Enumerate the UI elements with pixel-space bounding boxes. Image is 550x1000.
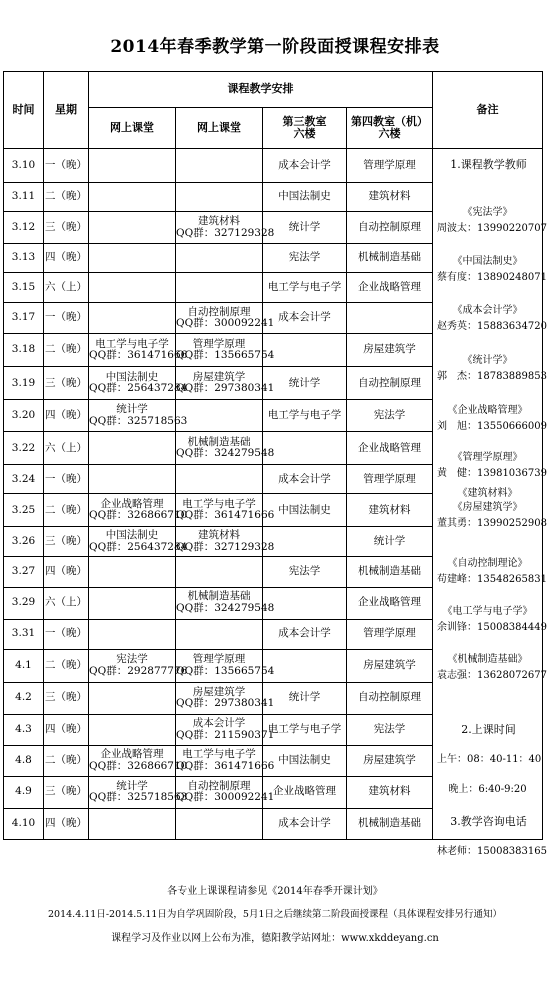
online-class-1-cell (89, 714, 176, 745)
online-class-2-cell (176, 494, 275, 527)
header-notes: 备注 (433, 72, 543, 149)
date-cell: 3.31 (4, 619, 44, 649)
teacher-course: 《建筑材料》 (457, 488, 518, 499)
course-name: 电工学与电子学 (95, 337, 169, 350)
course-name: 中国法制史 (105, 370, 159, 383)
room-4-cell: 统计学 (347, 527, 433, 557)
online-class-2-cell (176, 303, 275, 334)
teacher-course: 《企业战略管理》 (447, 405, 528, 416)
online-class-1-cell (89, 808, 176, 839)
notes-section-consult: 3.教学咨询电话 (450, 815, 527, 828)
room-3-cell: 中国法制史 (263, 745, 347, 776)
weekday-cell: 一（晚） (44, 149, 89, 183)
date-cell: 3.13 (4, 244, 44, 273)
online-class-2-cell (176, 527, 275, 557)
qq-group: QQ群：135665754 (176, 349, 275, 362)
footer-line-1: 各专业上课课程请参见《2014年春季开课计划》 (167, 886, 383, 897)
course-name: 电工学与电子学 (182, 497, 256, 510)
weekday-cell: 二（晚） (44, 649, 89, 682)
header-course-arrangement: 课程教学安排 (89, 72, 433, 108)
weekday-cell: 六（上） (44, 273, 89, 303)
weekday-cell: 一（晚） (44, 303, 89, 334)
online-class-1-cell (89, 432, 176, 465)
date-cell: 3.11 (4, 183, 44, 212)
weekday-cell: 六（上） (44, 432, 89, 465)
online-class-2-cell (176, 557, 263, 587)
online-class-1-cell (89, 244, 176, 273)
online-class-2-cell (176, 776, 275, 808)
online-class-2-cell (176, 334, 275, 367)
header-time: 时间 (4, 72, 44, 149)
online-class-1-cell (89, 587, 176, 619)
room-4-cell: 自动控制原理 (347, 212, 433, 244)
room-3-cell (263, 587, 347, 619)
qq-group: QQ群：292877776 (89, 664, 188, 677)
room-4-cell: 宪法学 (347, 400, 433, 432)
course-name: 房屋建筑学 (192, 370, 246, 383)
teacher-contact: 袁志强：13628072677 (437, 670, 547, 681)
date-cell: 3.19 (4, 367, 44, 400)
room-4-cell: 自动控制原理 (347, 367, 433, 400)
weekday-cell: 二（晚） (44, 334, 89, 367)
weekday-cell: 三（晚） (44, 367, 89, 400)
date-cell: 3.24 (4, 465, 44, 494)
date-cell: 3.27 (4, 557, 44, 587)
weekday-cell: 四（晚） (44, 400, 89, 432)
course-name: 成本会计学 (192, 717, 246, 730)
online-class-1-cell (89, 494, 188, 527)
room-3-cell: 中国法制史 (263, 183, 347, 212)
weekday-cell: 一（晚） (44, 619, 89, 649)
online-class-2-cell (176, 714, 275, 745)
qq-group: QQ群：324279548 (176, 447, 275, 460)
course-name: 企业战略管理 (100, 497, 164, 510)
qq-group: QQ群：325718563 (89, 791, 188, 804)
course-name: 机械制造基础 (187, 590, 251, 603)
course-name: 统计学 (116, 403, 148, 416)
online-class-1-cell (89, 619, 176, 649)
qq-group: QQ群：300092241 (176, 317, 275, 330)
online-class-2-cell (176, 649, 275, 682)
room-4-cell: 企业战略管理 (347, 587, 433, 619)
online-class-1-cell (89, 557, 176, 587)
online-class-1-cell (89, 183, 176, 212)
online-class-2-cell (176, 367, 275, 400)
course-name: 机械制造基础 (187, 435, 251, 448)
online-class-2-cell (176, 273, 263, 303)
qq-group: QQ群：297380341 (176, 697, 275, 710)
qq-group: QQ群：324279548 (176, 602, 275, 615)
room-4-cell: 建筑材料 (347, 494, 433, 527)
date-cell: 3.26 (4, 527, 44, 557)
course-name: 管理学原理 (192, 653, 246, 666)
weekday-cell: 六（上） (44, 587, 89, 619)
online-class-2-cell (176, 149, 263, 183)
teacher-contact: 黄 健：13981036739 (437, 468, 547, 479)
room-3-cell (263, 432, 347, 465)
room-4-cell: 管理学原理 (347, 619, 433, 649)
online-class-2-cell (176, 212, 275, 244)
qq-group: QQ群：361471666 (176, 759, 275, 772)
online-class-1-cell (89, 400, 188, 432)
qq-group: QQ群：211590371 (176, 728, 275, 741)
date-cell: 4.10 (4, 808, 44, 839)
room-3-cell: 统计学 (263, 212, 347, 244)
teacher-course: 《房屋建筑学》 (452, 502, 523, 513)
date-cell: 3.22 (4, 432, 44, 465)
date-cell: 3.18 (4, 334, 44, 367)
qq-group: QQ群：326866710 (89, 509, 188, 522)
room-3-cell: 统计学 (263, 367, 347, 400)
qq-group: QQ群：256437284 (89, 540, 188, 553)
room-3-cell: 中国法制史 (263, 494, 347, 527)
weekday-cell: 四（晚） (44, 557, 89, 587)
online-class-2-cell (176, 587, 275, 619)
course-name: 自动控制原理 (187, 779, 251, 792)
date-cell: 3.25 (4, 494, 44, 527)
online-class-1-cell (89, 149, 176, 183)
room-3-cell (263, 334, 347, 367)
room-4-cell: 机械制造基础 (347, 808, 433, 839)
footer-line-2: 2014.4.11日-2014.5.11日为自学巩固阶段，5月1日之后继续第二阶段面授课程（具体课程安排另行通知） (48, 909, 502, 920)
qq-group: QQ群：361471666 (89, 349, 188, 362)
online-class-1-cell (89, 273, 176, 303)
qq-group: QQ群：326866710 (89, 759, 188, 772)
weekday-cell: 四（晚） (44, 244, 89, 273)
date-cell: 4.3 (4, 714, 44, 745)
weekday-cell: 一（晚） (44, 465, 89, 494)
date-cell: 4.1 (4, 649, 44, 682)
teacher-contact: 余训锋：15008384449 (437, 622, 547, 633)
room-3-cell: 电工学与电子学 (263, 400, 347, 432)
room-3-cell: 企业战略管理 (263, 776, 347, 808)
date-cell: 4.2 (4, 682, 44, 714)
weekday-cell: 二（晚） (44, 745, 89, 776)
room-4-cell: 宪法学 (347, 714, 433, 745)
room-3-cell: 统计学 (263, 682, 347, 714)
teacher-contact: 董其勇：13990252908 (437, 518, 547, 529)
room-3-cell: 成本会计学 (263, 808, 347, 839)
room-4-cell: 企业战略管理 (347, 273, 433, 303)
room-3-cell: 电工学与电子学 (263, 273, 347, 303)
teacher-contact: 郭 杰：18783889853 (437, 371, 547, 382)
footer-line-3: 课程学习及作业以网上公布为准，德阳教学站网址：www.xkddeyang.cn (111, 933, 439, 944)
online-class-1-cell (89, 334, 188, 367)
online-class-2-cell (176, 183, 263, 212)
header-online-2: 网上课堂 (176, 108, 263, 149)
class-time-evening: 晚上：6:40-9:20 (448, 784, 527, 795)
room-3-cell: 宪法学 (263, 557, 347, 587)
teacher-course: 《统计学》 (462, 355, 513, 366)
notes-section-teachers: 1.课程教学教师 (450, 158, 527, 171)
header-online-1: 网上课堂 (89, 108, 176, 149)
online-class-1-cell (89, 527, 188, 557)
teacher-course: 《中国法制史》 (452, 256, 523, 267)
room-3-cell: 成本会计学 (263, 303, 347, 334)
date-cell: 3.15 (4, 273, 44, 303)
course-name: 管理学原理 (192, 337, 246, 350)
qq-group: QQ群：361471666 (176, 509, 275, 522)
online-class-2-cell (176, 432, 275, 465)
qq-group: QQ群：256437284 (89, 382, 188, 395)
table-row (4, 149, 543, 183)
online-class-1-cell (89, 649, 188, 682)
qq-group: QQ群：300092241 (176, 791, 275, 804)
qq-group: QQ群：297380341 (176, 382, 275, 395)
header-room-3: 第三教室 六楼 (263, 108, 347, 149)
course-name: 电工学与电子学 (182, 748, 256, 761)
course-name: 房屋建筑学 (192, 685, 246, 698)
header-room-4: 第四教室（机） 六楼 (347, 108, 433, 149)
notes-section-time: 2.上课时间 (461, 723, 516, 736)
date-cell: 3.29 (4, 587, 44, 619)
online-class-2-cell (176, 244, 263, 273)
weekday-cell: 四（晚） (44, 808, 89, 839)
header-weekday: 星期 (44, 72, 89, 149)
qq-group: QQ群：325718563 (89, 414, 188, 427)
room-4-cell: 自动控制原理 (347, 682, 433, 714)
online-class-1-cell (89, 776, 188, 808)
weekday-cell: 三（晚） (44, 682, 89, 714)
course-name: 企业战略管理 (100, 748, 164, 761)
online-class-2-cell (176, 465, 263, 494)
date-cell: 3.12 (4, 212, 44, 244)
date-cell: 4.9 (4, 776, 44, 808)
notes-cell (433, 149, 547, 857)
course-name: 自动控制原理 (187, 305, 251, 318)
room-4-cell: 企业战略管理 (347, 432, 433, 465)
online-class-2-cell (176, 682, 275, 714)
teacher-course: 《机械制造基础》 (447, 654, 528, 665)
course-name: 宪法学 (116, 653, 148, 666)
weekday-cell: 二（晚） (44, 494, 89, 527)
teacher-course: 《宪法学》 (462, 207, 513, 218)
room-4-cell (347, 303, 433, 334)
teacher-course: 《管理学原理》 (452, 452, 523, 463)
teacher-contact: 赵秀英：15883634720 (437, 321, 547, 332)
room-3-cell: 成本会计学 (263, 465, 347, 494)
room-3-cell: 成本会计学 (263, 619, 347, 649)
room-4-cell: 房屋建筑学 (347, 334, 433, 367)
date-cell: 3.20 (4, 400, 44, 432)
room-3-cell: 宪法学 (263, 244, 347, 273)
teacher-course: 《成本会计学》 (452, 305, 523, 316)
room-4-cell: 机械制造基础 (347, 244, 433, 273)
teacher-contact: 刘 旭：13550666009 (437, 421, 547, 432)
online-class-1-cell (89, 303, 176, 334)
online-class-1-cell (89, 367, 188, 400)
room-4-cell: 房屋建筑学 (347, 745, 433, 776)
course-name: 中国法制史 (105, 529, 159, 542)
teacher-contact: 苟建峰：13548265831 (437, 574, 547, 585)
weekday-cell: 三（晚） (44, 776, 89, 808)
online-class-1-cell (89, 212, 176, 244)
room-4-cell: 管理学原理 (347, 465, 433, 494)
date-cell: 4.8 (4, 745, 44, 776)
qq-group: QQ群：135665754 (176, 664, 275, 677)
teacher-contact: 蔡有度：13890248071 (437, 272, 547, 283)
room-3-cell: 成本会计学 (263, 149, 347, 183)
course-name: 建筑材料 (198, 529, 240, 542)
class-time-morning: 上午：08：40-11：40 (437, 754, 542, 765)
room-4-cell: 房屋建筑学 (347, 649, 433, 682)
online-class-1-cell (89, 682, 176, 714)
online-class-1-cell (89, 745, 188, 776)
room-4-cell: 管理学原理 (347, 149, 433, 183)
course-name: 统计学 (116, 779, 148, 792)
teacher-course: 《电工学与电子学》 (442, 606, 533, 617)
weekday-cell: 三（晚） (44, 212, 89, 244)
room-4-cell: 建筑材料 (347, 776, 433, 808)
weekday-cell: 二（晚） (44, 183, 89, 212)
weekday-cell: 三（晚） (44, 527, 89, 557)
online-class-2-cell (176, 619, 263, 649)
online-class-2-cell (176, 808, 263, 839)
weekday-cell: 四（晚） (44, 714, 89, 745)
online-class-2-cell (176, 400, 263, 432)
consult-phone: 林老师：15008383165 (437, 846, 547, 857)
date-cell: 3.10 (4, 149, 44, 183)
teacher-course: 《自动控制理论》 (447, 558, 528, 569)
room-3-cell (263, 649, 347, 682)
room-4-cell: 建筑材料 (347, 183, 433, 212)
course-name: 建筑材料 (198, 215, 240, 228)
room-3-cell: 电工学与电子学 (263, 714, 347, 745)
schedule-table (3, 71, 547, 857)
teacher-contact: 周波太：13990220707 (437, 223, 547, 234)
room-3-cell (263, 527, 347, 557)
page-title: 2014年春季教学第一阶段面授课程安排表 (110, 37, 440, 57)
date-cell: 3.17 (4, 303, 44, 334)
room-4-cell: 机械制造基础 (347, 557, 433, 587)
qq-group: QQ群：327129328 (176, 540, 275, 553)
qq-group: QQ群：327129328 (176, 226, 275, 239)
online-class-2-cell (176, 745, 275, 776)
online-class-1-cell (89, 465, 176, 494)
